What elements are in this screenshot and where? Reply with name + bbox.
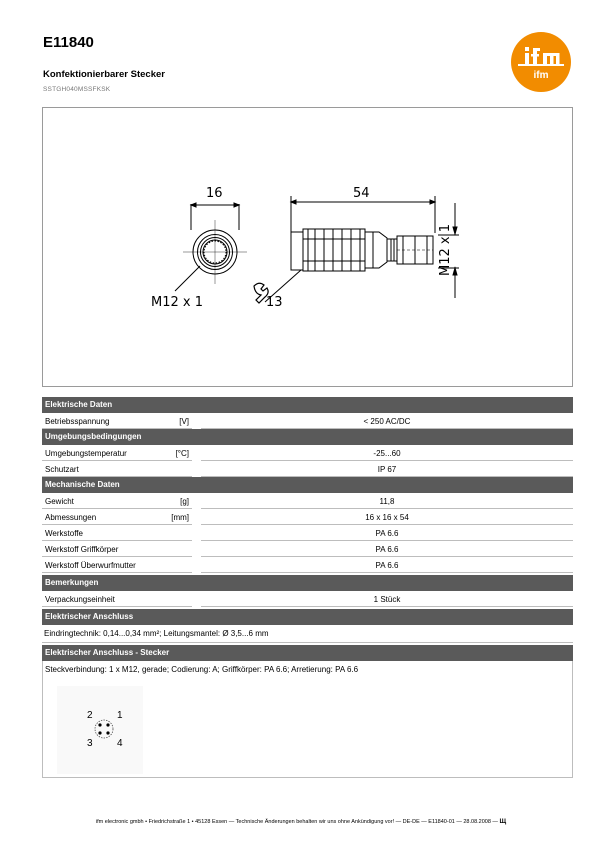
side-thread-label: M12 x 1	[438, 224, 453, 276]
spec-label: Werkstoffe	[45, 528, 83, 538]
page-footer	[0, 818, 602, 825]
spec-row	[42, 493, 573, 509]
section-heading-elektrischer-anschluss: Elektrischer Anschluss	[42, 609, 573, 625]
spec-row	[42, 557, 573, 573]
section-heading-elektrische-daten: Elektrische Daten	[42, 397, 573, 413]
connector-area	[42, 661, 573, 778]
spec-row	[42, 445, 573, 461]
spec-label: Gewicht	[45, 496, 74, 506]
pin-1-dot	[106, 723, 109, 726]
spec-row	[42, 461, 573, 477]
product-subtitle: Konfektionierbarer Stecker	[43, 69, 165, 80]
logo-lettering: ifm	[533, 70, 549, 81]
spec-value: 11,8	[201, 494, 573, 509]
spec-label: Umgebungstemperatur	[45, 448, 127, 458]
section-heading-anschluss-stecker: Elektrischer Anschluss - Stecker	[42, 645, 573, 661]
section-heading-mechanische-daten: Mechanische Daten	[42, 477, 573, 493]
spec-value: -25...60	[201, 446, 573, 461]
spec-label: Abmessungen	[45, 512, 97, 522]
spec-row	[42, 541, 573, 557]
ifm-logo	[510, 31, 572, 93]
connector-text: Steckverbindung: 1 x M12, gerade; Codierung: A; Griffkörper: PA 6.6; Arretierung: PA 6.6	[45, 665, 359, 674]
spec-label: Betriebsspannung	[45, 416, 110, 426]
pin-4-dot	[106, 731, 109, 734]
section-heading-umgebungsbedingungen: Umgebungsbedingungen	[42, 429, 573, 445]
front-thread-label: M12 x 1	[151, 295, 203, 310]
product-code: SSTGH040MSSFKSK	[43, 86, 111, 93]
spec-row	[42, 413, 573, 429]
dim-front-width: 16	[206, 186, 223, 201]
spec-table	[42, 397, 573, 778]
connection-text: Eindringtechnik: 0,14...0,34 mm²; Leitungsmantel: Ø 3,5...6 mm	[42, 625, 573, 643]
spec-row	[42, 591, 573, 607]
spec-row	[42, 509, 573, 525]
spec-label: Werkstoff Überwurfmutter	[45, 560, 136, 570]
spec-value: 16 x 16 x 54	[201, 510, 573, 525]
dim-length: 54	[353, 186, 370, 201]
spec-value: < 250 AC/DC	[201, 414, 573, 429]
pin-1-label: 1	[117, 710, 123, 721]
spec-value: IP 67	[201, 462, 573, 477]
spec-unit: [mm]	[171, 512, 189, 522]
product-title: E11840	[43, 34, 94, 51]
pin-2-label: 2	[87, 710, 93, 721]
technical-drawing	[42, 107, 573, 387]
spec-value: 1 Stück	[201, 592, 573, 607]
section-heading-bemerkungen: Bemerkungen	[42, 575, 573, 591]
spec-value: PA 6.6	[201, 526, 573, 541]
spec-label: Werkstoff Griffkörper	[45, 544, 119, 554]
spec-label: Schutzart	[45, 464, 79, 474]
pin-3-label: 3	[87, 738, 93, 749]
ce-mark-icon: Щ	[499, 818, 507, 825]
spec-value: PA 6.6	[201, 542, 573, 557]
spec-row	[42, 525, 573, 541]
spec-unit: [g]	[180, 496, 189, 506]
footer-text: ifm electronic gmbh • Friedrichstraße 1 • 45128 Essen — Technische Änderungen behalten wir uns ohne Ankündigung vor! — DE-DE — E11840-01 — 28.08.2008 —	[95, 819, 498, 825]
spec-value: PA 6.6	[201, 558, 573, 573]
pin-2-dot	[98, 723, 101, 726]
wrench-size-label: 13	[266, 295, 283, 310]
spec-unit: [V]	[179, 416, 189, 426]
spec-label: Verpackungseinheit	[45, 594, 115, 604]
spec-unit: [°C]	[175, 448, 189, 458]
pin-diagram	[57, 686, 143, 774]
pin-4-label: 4	[117, 738, 123, 749]
dimension-drawing	[43, 108, 574, 388]
pin-3-dot	[98, 731, 101, 734]
